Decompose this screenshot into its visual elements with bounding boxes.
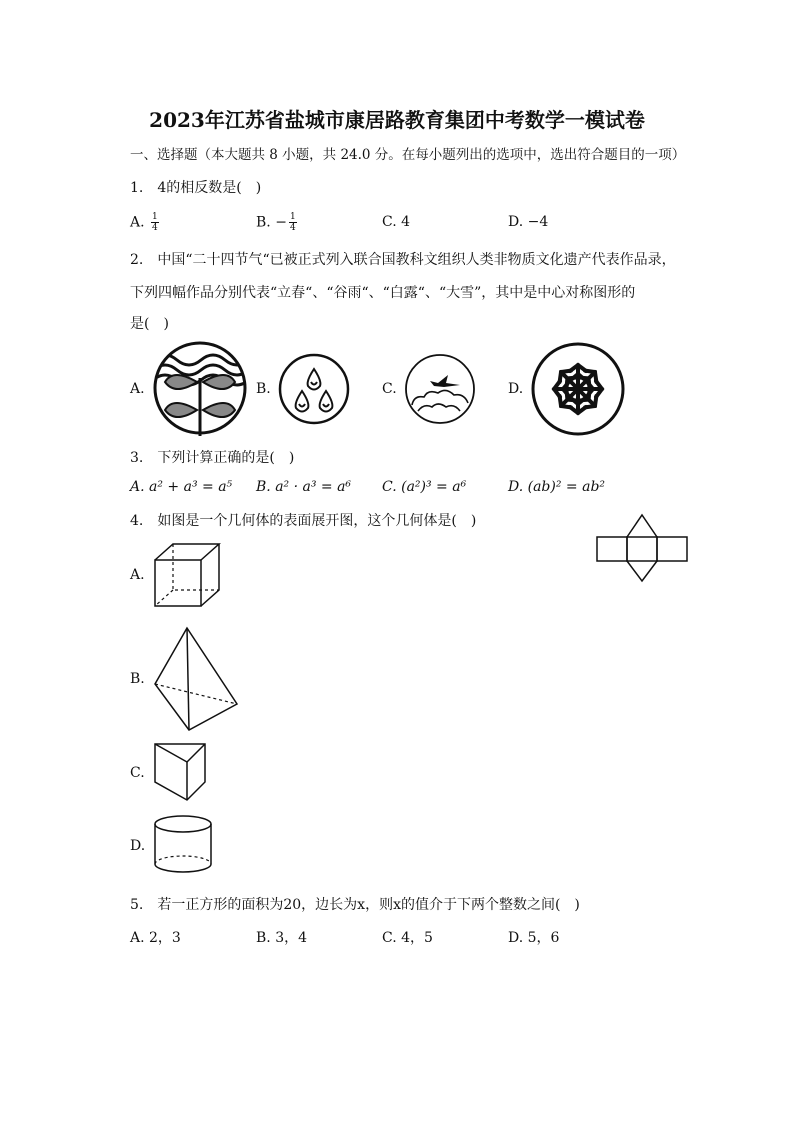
q2-option-a-label[interactable]: A. (130, 381, 145, 397)
q5-option-b[interactable]: B. 3，4 (256, 930, 308, 946)
q4-option-a-label[interactable]: A. (130, 567, 145, 583)
q3-stem: 3. 下列计算正确的是( ) (130, 450, 295, 466)
q5-option-c[interactable]: C. 4，5 (382, 930, 433, 946)
q1-stem: 1. 4的相反数是( ) (130, 180, 262, 196)
q4-stem: 4. 如图是一个几何体的表面展开图，这个几何体是( ) (130, 513, 477, 529)
bailu-icon (404, 353, 476, 425)
q2-option-b-label[interactable]: B. (256, 381, 271, 397)
q3-option-a[interactable]: A. a² + a³ = a⁵ (130, 479, 233, 495)
section-heading: 一、选择题（本大题共 8 小题，共 24.0 分。在每小题列出的选项中，选出符合题目的一项） (130, 147, 686, 163)
q5-option-d[interactable]: D. 5，6 (508, 930, 560, 946)
q2-option-c-label[interactable]: C. (382, 381, 397, 397)
pyramid-icon (153, 626, 239, 732)
q2-option-d-label[interactable]: D. (508, 381, 524, 397)
q4-option-d-label[interactable]: D. (130, 838, 146, 854)
q1-b-fraction: $\frac{1}{4}$ (289, 212, 296, 233)
q3-option-b[interactable]: B. a² · a³ = a⁶ (256, 479, 352, 495)
q1-option-c[interactable]: C. 4 (382, 214, 411, 230)
q1-option-a[interactable]: A. $\frac{1}{4}$ (130, 212, 158, 233)
cube-icon (153, 542, 221, 608)
q2-stem-line2: 下列四幅作品分别代表“立春“、“谷雨“、“白露“、“大雪”，其中是中心对称图形的 (130, 285, 636, 301)
q5-stem: 5. 若一正方形的面积为20，边长为x，则x的值介于下两个整数之间( ) (130, 897, 580, 913)
q1-a-fraction: $\frac{1}{4}$ (152, 212, 158, 233)
q4-option-c-label[interactable]: C. (130, 765, 145, 781)
q3-option-c[interactable]: C. (a²)³ = a⁶ (382, 479, 467, 495)
cylinder-icon (153, 814, 213, 876)
lichun-icon (153, 340, 247, 436)
q1-option-b[interactable]: B. − $\frac{1}{4}$ (256, 212, 296, 233)
daxue-icon (530, 341, 626, 437)
q4-option-b-label[interactable]: B. (130, 671, 145, 687)
page-title: 2023年江苏省盐城市康居路教育集团中考数学一模试卷 (149, 108, 645, 132)
net-icon (595, 513, 691, 583)
guyu-icon (278, 353, 350, 425)
triangular-prism-icon (153, 742, 207, 802)
q2-stem-line3: 是( ) (130, 316, 169, 332)
q5-option-a[interactable]: A. 2，3 (130, 930, 181, 946)
q3-option-d[interactable]: D. (ab)² = ab² (508, 479, 606, 495)
q2-stem-line1: 2. 中国“二十四节气“已被正式列入联合国教科文组织人类非物质文化遗产代表作品录， (130, 252, 676, 268)
q1-option-d[interactable]: D. −4 (508, 214, 549, 230)
